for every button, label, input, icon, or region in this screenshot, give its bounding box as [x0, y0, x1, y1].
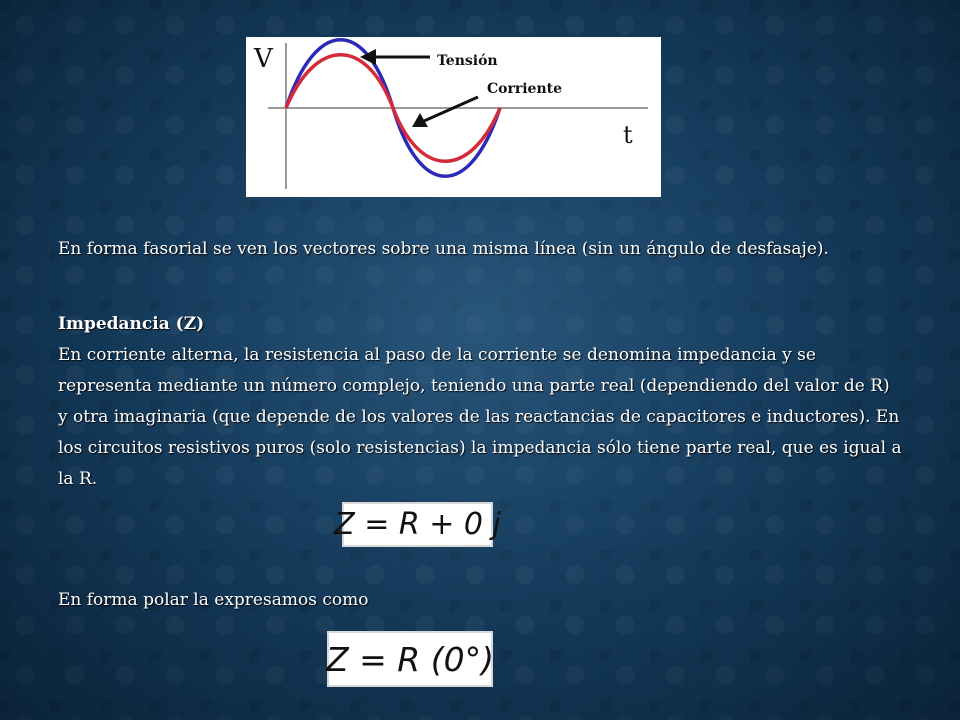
impedance-heading: Impedancia (Z) [58, 314, 205, 334]
impedance-description: En corriente alterna, la resistencia al paso de la corriente se denomina impedancia y se representa mediante un número complejo, teniendo una parte real (dependiendo del valor de R) y otra imaginaria (que depende de los valores de las reactancias de capacitores e inductores). En los circuitos resistivos puros (solo resistencias) la impedancia sólo tiene parte real, que es igual a la R. [58, 345, 902, 489]
axis-t-label: t [623, 121, 633, 149]
voltage-current-waveform-figure [246, 37, 661, 197]
axis-v-label: V [254, 44, 273, 74]
waveform-svg [246, 37, 661, 197]
corriente-label: Corriente [487, 81, 563, 97]
polar-formula: Z = R (0°) [327, 631, 493, 687]
polar-form-text: En forma polar la expresamos como [58, 590, 369, 610]
tension-label: Tensión [437, 53, 498, 69]
rectangular-formula: Z = R + 0 j [342, 502, 493, 547]
phasor-description: En forma fasorial se ven los vectores sobre una misma línea (sin un ángulo de desfasaje). [58, 239, 829, 259]
